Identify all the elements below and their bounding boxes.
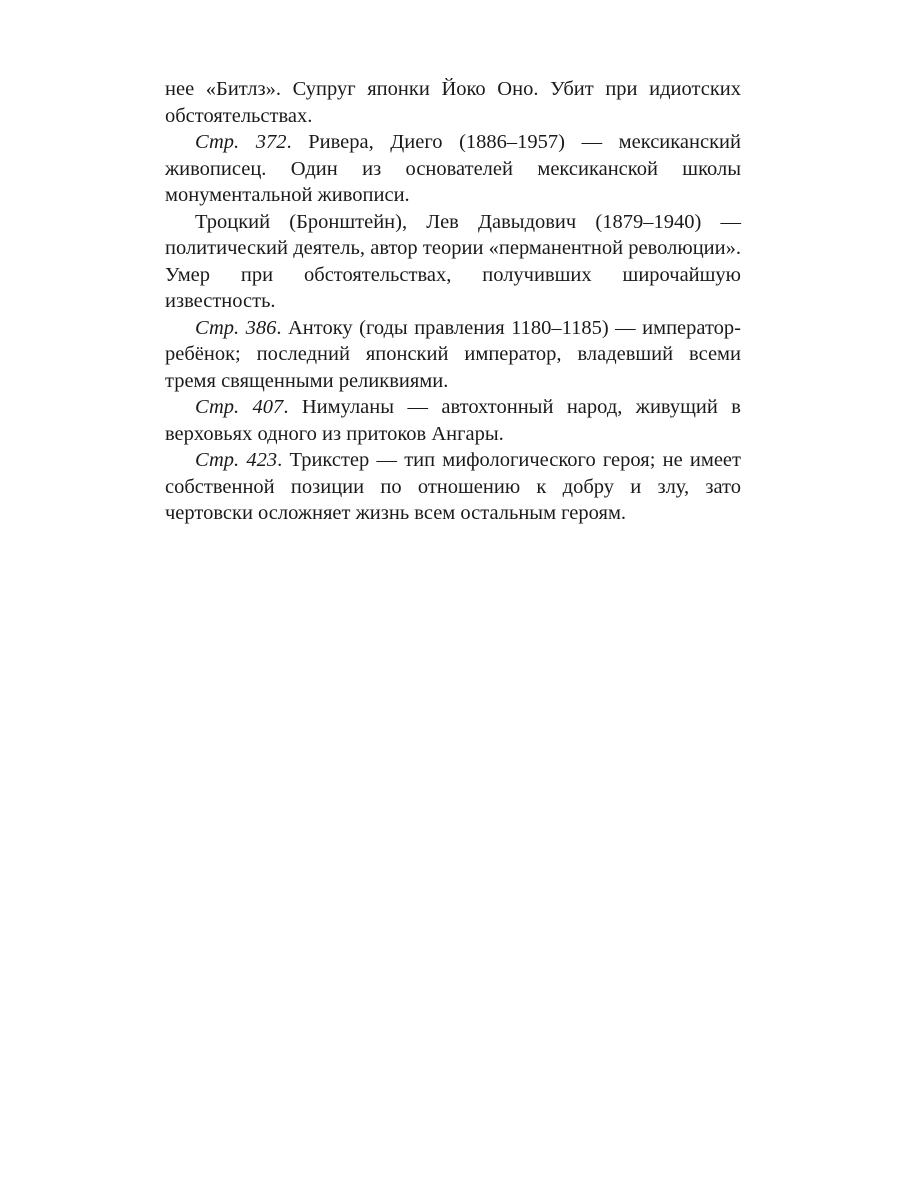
note-text: нее «Битлз». Супруг японки Йоко Оно. Убит при идиотских обстоятельствах. (165, 78, 741, 127)
page-reference: Стр. 372 (195, 131, 287, 153)
page-reference: Стр. 407 (195, 396, 284, 418)
note-text: . Трикстер — тип мифологического героя; не имеет собственной позиции по отношению к добру и злу, зато чертовски осложняет жизнь всем остальным героям. (165, 449, 741, 524)
note-paragraph-trotsky (165, 209, 741, 315)
note-text: . Антоку (годы правления 1180–1185) — император-ребёнок; последний японский император, владевший всеми тремя священными реликвиями. (165, 316, 741, 392)
note-paragraph-trickster (165, 447, 741, 527)
note-text: Троцкий (Бронштейн), Лев Давыдович (1879–1940) — политический деятель, автор теории «перманентной революции». Умер при обстоятельствах, получивших широчайшую известность. (165, 210, 741, 312)
note-paragraph-nimulans (165, 394, 741, 447)
page-reference: Стр. 423 (195, 449, 278, 471)
notes-text-block (165, 76, 741, 527)
note-paragraph-antoku (165, 315, 741, 395)
note-paragraph-rivera (165, 129, 741, 209)
note-text: . Ривера, Диего (1886–1957) — мексиканский живописец. Один из основателей мексиканской школы монументальной живописи. (165, 131, 741, 206)
page-reference: Стр. 386 (195, 316, 277, 339)
note-text: . Нимуланы — автохтонный народ, живущий в верховьях одного из притоков Ангары. (165, 396, 741, 445)
note-paragraph-beatles (165, 76, 741, 129)
